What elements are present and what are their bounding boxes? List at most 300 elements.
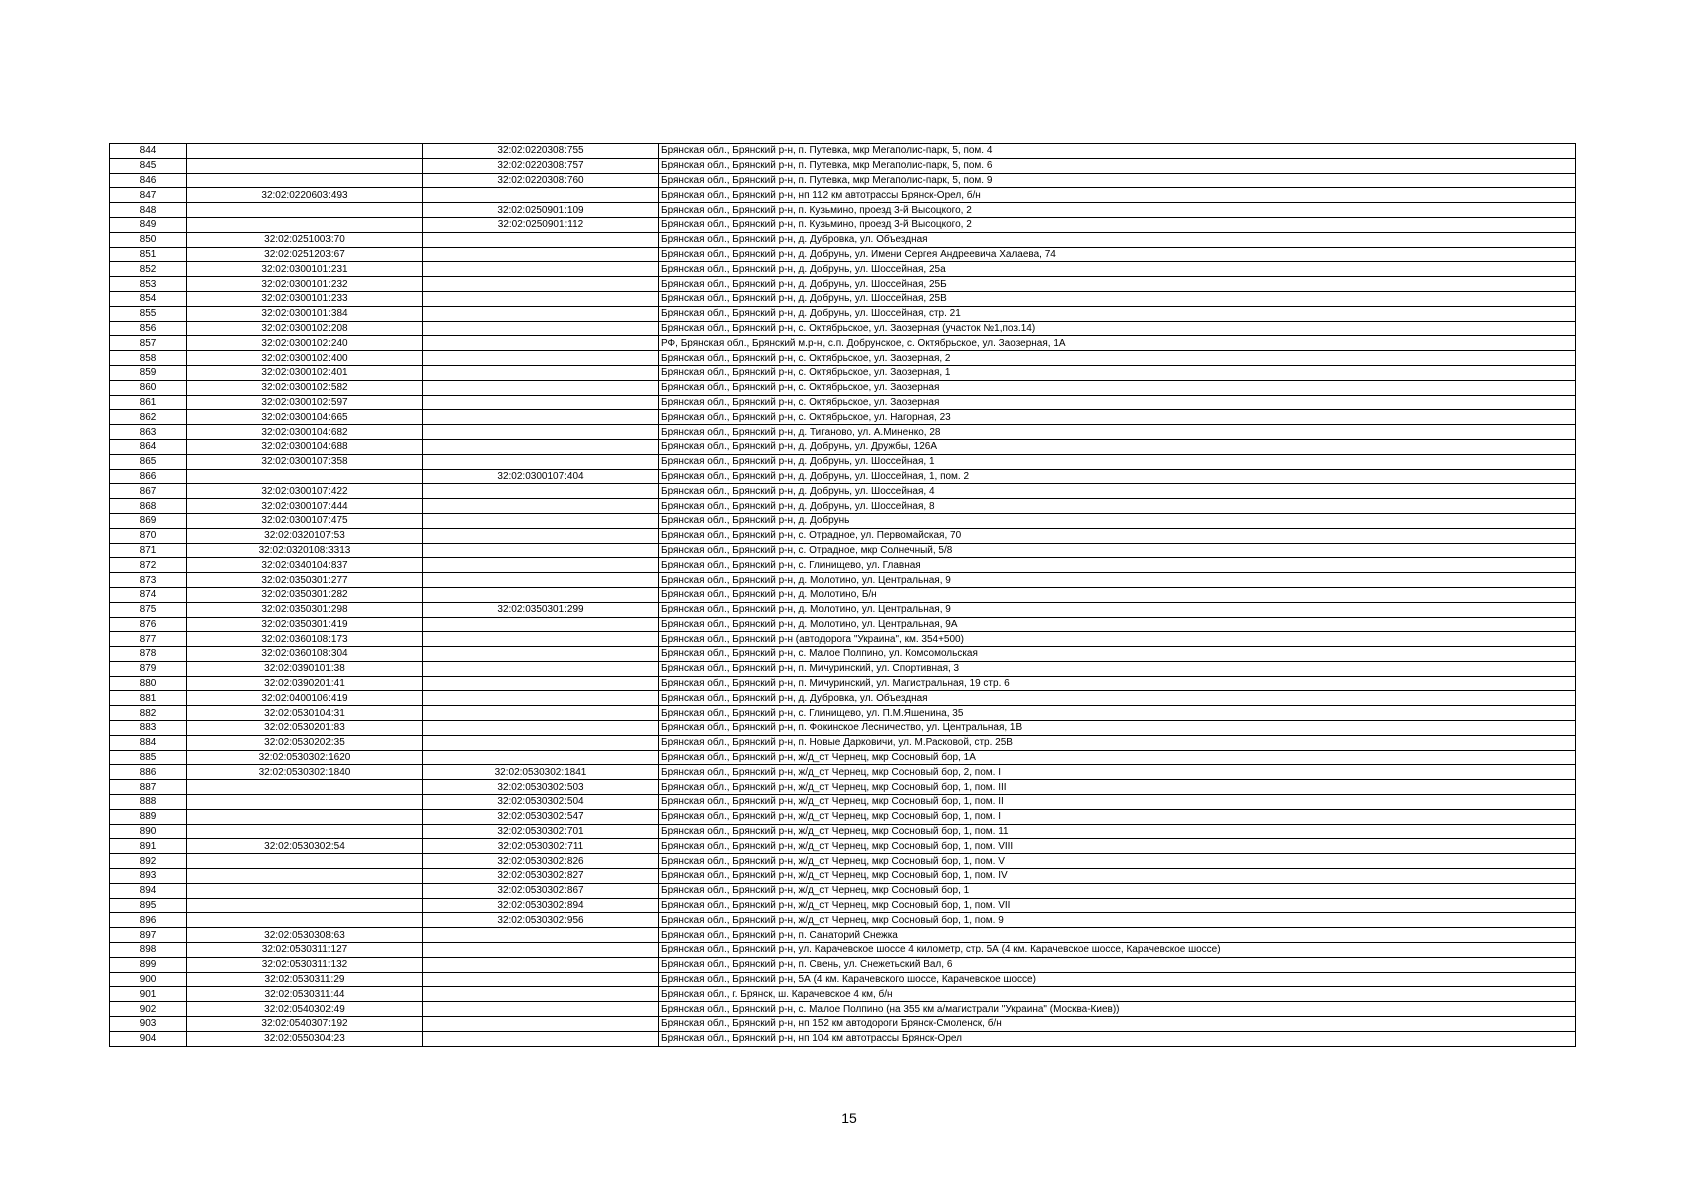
cadastral-number-cell: 32:02:0340104:837 [187,558,423,573]
address-cell: Брянская обл., Брянский р-н, д. Добрунь, ул. Шоссейная, 25а [659,262,1576,277]
table-row [110,765,1576,780]
address-cell: Брянская обл., Брянский р-н, д. Тиганово, ул. А.Миненко, 28 [659,425,1576,440]
cadastral-number-cell: 32:02:0390101:38 [187,661,423,676]
address-cell: Брянская обл., Брянский р-н, с. Октябрьское, ул. Заозерная [659,395,1576,410]
row-number-cell: 898 [110,943,187,958]
table-row [110,676,1576,691]
row-number-cell: 876 [110,617,187,632]
cadastral-number-cell: 32:02:0550304:23 [187,1031,423,1046]
address-cell: Брянская обл., Брянский р-н, ж/д_ст Чернец, мкр Сосновый бор, 2, пом. I [659,765,1576,780]
table-row [110,750,1576,765]
row-number-cell: 868 [110,499,187,514]
included-object-cell [423,321,659,336]
row-number-cell: 902 [110,1002,187,1017]
row-number-cell: 850 [110,232,187,247]
address-cell: Брянская обл., Брянский р-н, ж/д_ст Чернец, мкр Сосновый бор, 1, пом. 11 [659,824,1576,839]
table-row [110,321,1576,336]
cadastral-number-cell: 32:02:0360108:304 [187,647,423,662]
included-object-cell [423,1002,659,1017]
row-number-cell: 895 [110,898,187,913]
row-number-cell: 858 [110,351,187,366]
included-object-cell [423,928,659,943]
row-number-cell: 894 [110,883,187,898]
table-row [110,913,1576,928]
cadastral-number-cell [187,854,423,869]
cadastral-number-cell: 32:02:0530302:1620 [187,750,423,765]
table-row [110,824,1576,839]
row-number-cell: 877 [110,632,187,647]
table-row [110,573,1576,588]
table-row [110,217,1576,232]
table-row [110,513,1576,528]
table-body [110,144,1576,1047]
row-number-cell: 870 [110,528,187,543]
row-number-cell: 853 [110,277,187,292]
included-object-cell [423,543,659,558]
row-number-cell: 871 [110,543,187,558]
row-number-cell: 847 [110,188,187,203]
cadastral-number-cell [187,913,423,928]
address-cell: Брянская обл., Брянский р-н, д. Добрунь, ул. Имени Сергея Андреевича Халаева, 74 [659,247,1576,262]
included-object-cell [423,943,659,958]
cadastral-number-cell [187,809,423,824]
row-number-cell: 862 [110,410,187,425]
row-number-cell: 903 [110,1017,187,1032]
address-cell: Брянская обл., Брянский р-н, д. Молотино, Б/н [659,587,1576,602]
included-object-cell [423,750,659,765]
table-row [110,721,1576,736]
row-number-cell: 863 [110,425,187,440]
address-cell: Брянская обл., Брянский р-н, п. Санаторий Снежка [659,928,1576,943]
row-number-cell: 875 [110,602,187,617]
row-number-cell: 848 [110,203,187,218]
row-number-cell: 878 [110,647,187,662]
address-cell: Брянская обл., Брянский р-н, д. Дубровка, ул. Объездная [659,691,1576,706]
cadastral-number-cell: 32:02:0530311:132 [187,957,423,972]
table-row [110,972,1576,987]
address-cell: Брянская обл., Брянский р-н, п. Свень, ул. Снежетьский Вал, 6 [659,957,1576,972]
cadastral-number-cell: 32:02:0530302:1840 [187,765,423,780]
cadastral-number-cell: 32:02:0530104:31 [187,706,423,721]
address-cell: Брянская обл., Брянский р-н, д. Добрунь, ул. Дружбы, 126А [659,439,1576,454]
cadastral-number-cell: 32:02:0300107:422 [187,484,423,499]
address-cell: Брянская обл., Брянский р-н, п. Путевка, мкр Мегаполис-парк, 5, пом. 6 [659,158,1576,173]
table-row [110,735,1576,750]
cadastral-number-cell: 32:02:0300101:231 [187,262,423,277]
table-row [110,883,1576,898]
included-object-cell [423,395,659,410]
cadastral-number-cell: 32:02:0300102:240 [187,336,423,351]
table-row [110,1017,1576,1032]
cadastral-number-cell: 32:02:0530202:35 [187,735,423,750]
included-object-cell [423,573,659,588]
table-row [110,1002,1576,1017]
cadastral-number-cell: 32:02:0350301:298 [187,602,423,617]
included-object-cell [423,676,659,691]
included-object-cell: 32:02:0530302:711 [423,839,659,854]
address-cell: Брянская обл., Брянский р-н, д. Добрунь, ул. Шоссейная, стр. 21 [659,306,1576,321]
row-number-cell: 897 [110,928,187,943]
cadastral-number-cell: 32:02:0220603:493 [187,188,423,203]
cadastral-number-cell: 32:02:0300102:582 [187,380,423,395]
address-cell: Брянская обл., Брянский р-н, п. Кузьмино, проезд 3-й Высоцкого, 2 [659,203,1576,218]
row-number-cell: 872 [110,558,187,573]
table-row [110,291,1576,306]
table-row [110,558,1576,573]
row-number-cell: 901 [110,987,187,1002]
cadastral-number-cell [187,869,423,884]
row-number-cell: 893 [110,869,187,884]
address-cell: Брянская обл., Брянский р-н, д. Добрунь, ул. Шоссейная, 4 [659,484,1576,499]
cadastral-number-cell: 32:02:0300104:665 [187,410,423,425]
row-number-cell: 873 [110,573,187,588]
address-cell: Брянская обл., Брянский р-н, ж/д_ст Чернец, мкр Сосновый бор, 1, пом. VIII [659,839,1576,854]
table-row [110,380,1576,395]
cadastral-number-cell: 32:02:0530311:127 [187,943,423,958]
address-cell: Брянская обл., Брянский р-н, с. Глинищево, ул. Главная [659,558,1576,573]
included-object-cell [423,277,659,292]
included-object-cell: 32:02:0530302:701 [423,824,659,839]
table-row [110,484,1576,499]
address-cell: Брянская обл., Брянский р-н, д. Добрунь [659,513,1576,528]
included-object-cell [423,232,659,247]
included-object-cell [423,454,659,469]
address-cell: Брянская обл., Брянский р-н, ж/д_ст Чернец, мкр Сосновый бор, 1 [659,883,1576,898]
row-number-cell: 890 [110,824,187,839]
cadastral-number-cell: 32:02:0360108:173 [187,632,423,647]
included-object-cell [423,499,659,514]
table-row [110,839,1576,854]
included-object-cell: 32:02:0300107:404 [423,469,659,484]
row-number-cell: 845 [110,158,187,173]
table-row [110,262,1576,277]
address-cell: Брянская обл., Брянский р-н, нп 104 км автотрассы Брянск-Орел [659,1031,1576,1046]
address-cell: Брянская обл., Брянский р-н, ж/д_ст Чернец, мкр Сосновый бор, 1, пом. I [659,809,1576,824]
address-cell: Брянская обл., Брянский р-н, п. Фокинское Лесничество, ул. Центральная, 1В [659,721,1576,736]
included-object-cell: 32:02:0530302:503 [423,780,659,795]
table-row [110,780,1576,795]
table-row [110,499,1576,514]
table-row [110,203,1576,218]
row-number-cell: 857 [110,336,187,351]
table-row [110,247,1576,262]
included-object-cell [423,439,659,454]
included-object-cell [423,558,659,573]
table-row [110,528,1576,543]
row-number-cell: 856 [110,321,187,336]
row-number-cell: 891 [110,839,187,854]
address-cell: Брянская обл., Брянский р-н, с. Глинищево, ул. П.М.Яшенина, 35 [659,706,1576,721]
row-number-cell: 880 [110,676,187,691]
included-object-cell [423,735,659,750]
table-row [110,987,1576,1002]
table-row [110,928,1576,943]
address-cell: Брянская обл., Брянский р-н, 5А (4 км. Карачевского шоссе, Карачевское шоссе) [659,972,1576,987]
table-row [110,1031,1576,1046]
row-number-cell: 899 [110,957,187,972]
cadastral-number-cell: 32:02:0300101:233 [187,291,423,306]
address-cell: Брянская обл., Брянский р-н, д. Молотино, ул. Центральная, 9 [659,573,1576,588]
table-row [110,795,1576,810]
table-row [110,854,1576,869]
address-cell: Брянская обл., Брянский р-н, ж/д_ст Чернец, мкр Сосновый бор, 1, пом. 9 [659,913,1576,928]
table-row [110,647,1576,662]
address-cell: Брянская обл., Брянский р-н, с. Октябрьское, ул. Заозерная, 1 [659,365,1576,380]
address-cell: Брянская обл., Брянский р-н, ул. Карачевское шоссе 4 километр, стр. 5А (4 км. Карачевское шоссе, Карачевское шоссе) [659,943,1576,958]
row-number-cell: 865 [110,454,187,469]
row-number-cell: 861 [110,395,187,410]
address-cell: Брянская обл., Брянский р-н, д. Добрунь, ул. Шоссейная, 8 [659,499,1576,514]
included-object-cell [423,528,659,543]
included-object-cell: 32:02:0530302:867 [423,883,659,898]
included-object-cell [423,647,659,662]
address-cell: Брянская обл., Брянский р-н, д. Добрунь, ул. Шоссейная, 1 [659,454,1576,469]
cadastral-number-cell [187,780,423,795]
included-object-cell [423,661,659,676]
row-number-cell: 860 [110,380,187,395]
table-row [110,306,1576,321]
row-number-cell: 904 [110,1031,187,1046]
included-object-cell [423,425,659,440]
table-row [110,425,1576,440]
cadastral-number-cell: 32:02:0530308:63 [187,928,423,943]
row-number-cell: 885 [110,750,187,765]
row-number-cell: 859 [110,365,187,380]
table-row [110,617,1576,632]
address-cell: Брянская обл., Брянский р-н, п. Путевка, мкр Мегаполис-парк, 5, пом. 9 [659,173,1576,188]
address-cell: РФ, Брянская обл., Брянский м.р-н, с.п. Добрунское, с. Октябрьское, ул. Заозерная, 1А [659,336,1576,351]
cadastral-number-cell: 32:02:0350301:277 [187,573,423,588]
table-row [110,543,1576,558]
included-object-cell: 32:02:0220308:755 [423,144,659,159]
row-number-cell: 889 [110,809,187,824]
cadastral-number-cell: 32:02:0300101:232 [187,277,423,292]
table-row [110,691,1576,706]
included-object-cell [423,617,659,632]
address-cell: Брянская обл., Брянский р-н, п. Путевка, мкр Мегаполис-парк, 5, пом. 4 [659,144,1576,159]
address-cell: Брянская обл., Брянский р-н, д. Добрунь, ул. Шоссейная, 25В [659,291,1576,306]
cadastral-number-cell: 32:02:0300102:597 [187,395,423,410]
cadastral-number-cell: 32:02:0251003:70 [187,232,423,247]
cadastral-number-cell: 32:02:0390201:41 [187,676,423,691]
address-cell: Брянская обл., Брянский р-н (автодорога "Украина", км. 354+500) [659,632,1576,647]
included-object-cell [423,513,659,528]
cadastral-number-cell [187,158,423,173]
table-row [110,943,1576,958]
cadastral-number-cell: 32:02:0300107:444 [187,499,423,514]
address-cell: Брянская обл., Брянский р-н, д. Молотино, ул. Центральная, 9 [659,602,1576,617]
table-row [110,232,1576,247]
table-row [110,898,1576,913]
table-row [110,632,1576,647]
address-cell: Брянская обл., Брянский р-н, д. Молотино, ул. Центральная, 9А [659,617,1576,632]
page-number: 15 [841,1110,857,1126]
address-cell: Брянская обл., Брянский р-н, ж/д_ст Чернец, мкр Сосновый бор, 1, пом. II [659,795,1576,810]
table-row [110,158,1576,173]
address-cell: Брянская обл., Брянский р-н, п. Мичуринский, ул. Спортивная, 3 [659,661,1576,676]
row-number-cell: 855 [110,306,187,321]
cadastral-number-cell: 32:02:0300104:682 [187,425,423,440]
row-number-cell: 851 [110,247,187,262]
address-cell: Брянская обл., Брянский р-н, п. Мичуринский, ул. Магистральная, 19 стр. 6 [659,676,1576,691]
included-object-cell: 32:02:0250901:109 [423,203,659,218]
address-cell: Брянская обл., Брянский р-н, с. Отрадное, ул. Первомайская, 70 [659,528,1576,543]
address-cell: Брянская обл., г. Брянск, ш. Карачевское 4 км, б/н [659,987,1576,1002]
row-number-cell: 866 [110,469,187,484]
cadastral-number-cell [187,898,423,913]
table-row [110,809,1576,824]
row-number-cell: 849 [110,217,187,232]
included-object-cell [423,972,659,987]
included-object-cell [423,262,659,277]
address-cell: Брянская обл., Брянский р-н, с. Октябрьское, ул. Заозерная [659,380,1576,395]
cadastral-number-cell: 32:02:0300104:688 [187,439,423,454]
table-row [110,336,1576,351]
address-cell: Брянская обл., Брянский р-н, с. Малое Полпино (на 355 км а/магистрали "Украина" (Москва-Киев)) [659,1002,1576,1017]
table-row [110,395,1576,410]
included-object-cell: 32:02:0530302:1841 [423,765,659,780]
cadastral-number-cell: 32:02:0320107:53 [187,528,423,543]
cadastral-number-cell: 32:02:0540307:192 [187,1017,423,1032]
table-row [110,602,1576,617]
row-number-cell: 900 [110,972,187,987]
table-row [110,661,1576,676]
address-cell: Брянская обл., Брянский р-н, ж/д_ст Чернец, мкр Сосновый бор, 1, пом. IV [659,869,1576,884]
included-object-cell: 32:02:0530302:827 [423,869,659,884]
row-number-cell: 874 [110,587,187,602]
cadastral-number-cell [187,883,423,898]
cadastral-number-cell [187,203,423,218]
included-object-cell [423,380,659,395]
cadastral-number-cell: 32:02:0300102:401 [187,365,423,380]
cadastral-number-cell [187,217,423,232]
row-number-cell: 879 [110,661,187,676]
address-cell: Брянская обл., Брянский р-н, ж/д_ст Чернец, мкр Сосновый бор, 1, пом. III [659,780,1576,795]
row-number-cell: 867 [110,484,187,499]
row-number-cell: 846 [110,173,187,188]
cadastral-number-cell: 32:02:0300102:208 [187,321,423,336]
cadastral-number-cell [187,824,423,839]
address-cell: Брянская обл., Брянский р-н, д. Добрунь, ул. Шоссейная, 25Б [659,277,1576,292]
row-number-cell: 882 [110,706,187,721]
table-row [110,365,1576,380]
address-cell: Брянская обл., Брянский р-н, нп 112 км автотрассы Брянск-Орел, б/н [659,188,1576,203]
included-object-cell [423,957,659,972]
included-object-cell [423,306,659,321]
table-row [110,439,1576,454]
row-number-cell: 869 [110,513,187,528]
cadastral-number-cell: 32:02:0300107:358 [187,454,423,469]
address-cell: Брянская обл., Брянский р-н, д. Добрунь, ул. Шоссейная, 1, пом. 2 [659,469,1576,484]
row-number-cell: 884 [110,735,187,750]
address-cell: Брянская обл., Брянский р-н, с. Отрадное, мкр Солнечный, 5/8 [659,543,1576,558]
address-cell: Брянская обл., Брянский р-н, ж/д_ст Чернец, мкр Сосновый бор, 1, пом. VII [659,898,1576,913]
cadastral-number-cell: 32:02:0251203:67 [187,247,423,262]
included-object-cell [423,336,659,351]
row-number-cell: 864 [110,439,187,454]
row-number-cell: 854 [110,291,187,306]
row-number-cell: 881 [110,691,187,706]
included-object-cell: 32:02:0530302:826 [423,854,659,869]
address-cell: Брянская обл., Брянский р-н, ж/д_ст Чернец, мкр Сосновый бор, 1А [659,750,1576,765]
included-object-cell: 32:02:0530302:504 [423,795,659,810]
included-object-cell [423,721,659,736]
cadastral-number-cell [187,795,423,810]
cadastral-number-cell: 32:02:0320108:3313 [187,543,423,558]
cadastral-number-cell: 32:02:0300101:384 [187,306,423,321]
address-cell: Брянская обл., Брянский р-н, нп 152 км автодороги Брянск-Смоленск, б/н [659,1017,1576,1032]
included-object-cell: 32:02:0220308:757 [423,158,659,173]
cadastral-number-cell: 32:02:0530311:44 [187,987,423,1002]
row-number-cell: 892 [110,854,187,869]
cadastral-number-cell [187,144,423,159]
included-object-cell: 32:02:0530302:894 [423,898,659,913]
address-cell: Брянская обл., Брянский р-н, п. Новые Дарковичи, ул. М.Расковой, стр. 25В [659,735,1576,750]
included-object-cell: 32:02:0530302:547 [423,809,659,824]
included-object-cell [423,247,659,262]
included-object-cell [423,587,659,602]
address-cell: Брянская обл., Брянский р-н, с. Октябрьское, ул. Нагорная, 23 [659,410,1576,425]
cadastral-number-cell: 32:02:0300107:475 [187,513,423,528]
included-object-cell [423,410,659,425]
table-row [110,277,1576,292]
included-object-cell [423,291,659,306]
cadastral-number-cell [187,469,423,484]
address-cell: Брянская обл., Брянский р-н, ж/д_ст Чернец, мкр Сосновый бор, 1, пом. V [659,854,1576,869]
address-cell: Брянская обл., Брянский р-н, д. Дубровка, ул. Объездная [659,232,1576,247]
address-cell: Брянская обл., Брянский р-н, с. Октябрьское, ул. Заозерная (участок №1,поз.14) [659,321,1576,336]
cadastral-number-cell: 32:02:0540302:49 [187,1002,423,1017]
included-object-cell [423,1031,659,1046]
table-row [110,706,1576,721]
table-row [110,410,1576,425]
included-object-cell [423,1017,659,1032]
included-object-cell [423,632,659,647]
row-number-cell: 883 [110,721,187,736]
row-number-cell: 896 [110,913,187,928]
included-object-cell [423,188,659,203]
table-row [110,173,1576,188]
table-row [110,869,1576,884]
address-cell: Брянская обл., Брянский р-н, п. Кузьмино, проезд 3-й Высоцкого, 2 [659,217,1576,232]
table-row [110,587,1576,602]
table-row [110,469,1576,484]
row-number-cell: 852 [110,262,187,277]
cadastral-number-cell: 32:02:0300102:400 [187,351,423,366]
property-register-table [109,143,1576,1047]
table-row [110,351,1576,366]
table-row [110,188,1576,203]
included-object-cell [423,365,659,380]
included-object-cell [423,987,659,1002]
address-cell: Брянская обл., Брянский р-н, с. Октябрьское, ул. Заозерная, 2 [659,351,1576,366]
cadastral-number-cell: 32:02:0400106:419 [187,691,423,706]
row-number-cell: 888 [110,795,187,810]
row-number-cell: 844 [110,144,187,159]
included-object-cell [423,351,659,366]
table-row [110,144,1576,159]
included-object-cell [423,484,659,499]
table-row [110,454,1576,469]
included-object-cell [423,691,659,706]
cadastral-number-cell: 32:02:0530302:54 [187,839,423,854]
included-object-cell: 32:02:0250901:112 [423,217,659,232]
included-object-cell: 32:02:0350301:299 [423,602,659,617]
cadastral-number-cell: 32:02:0530311:29 [187,972,423,987]
row-number-cell: 887 [110,780,187,795]
included-object-cell [423,706,659,721]
included-object-cell: 32:02:0220308:760 [423,173,659,188]
